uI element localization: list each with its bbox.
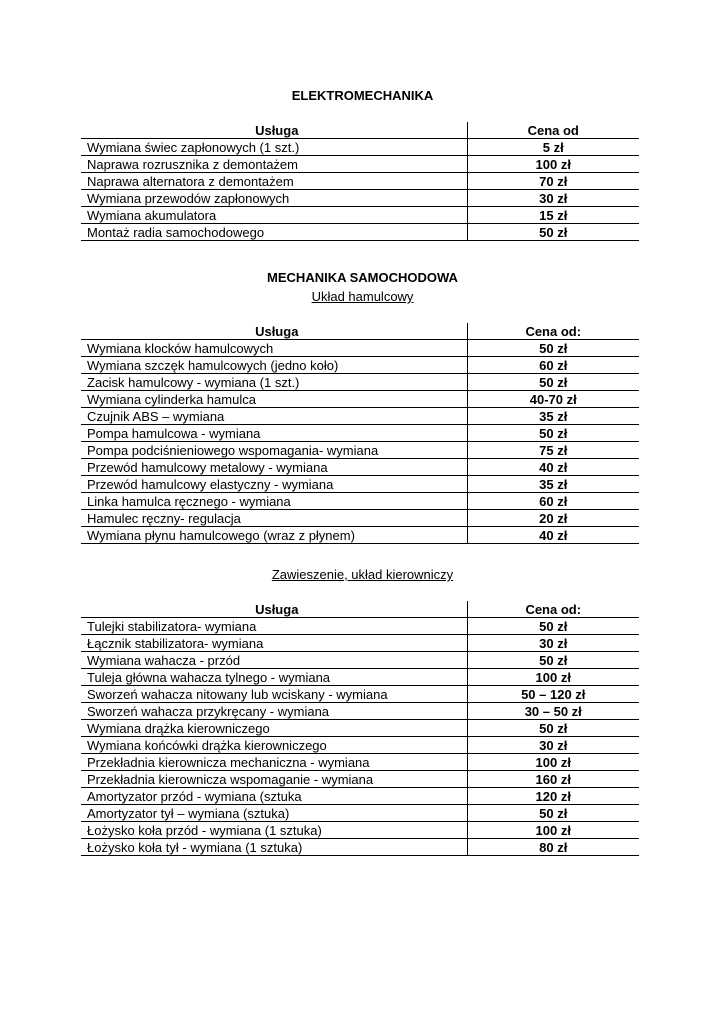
section-title-elektromechanika: ELEKTROMECHANIKA — [291, 88, 434, 103]
service-price: 160 zł — [467, 771, 639, 788]
price-table-zawieszenie — [81, 601, 639, 856]
service-name: Przewód hamulcowy elastyczny - wymiana — [81, 476, 467, 493]
table-row — [81, 374, 639, 391]
column-header-service: Usługa — [81, 323, 467, 340]
table-row — [81, 669, 639, 686]
section-title-mechanika-samochodowa: MECHANIKA SAMOCHODOWA — [267, 270, 458, 285]
service-name: Łącznik stabilizatora- wymiana — [81, 635, 467, 652]
service-name: Hamulec ręczny- regulacja — [81, 510, 467, 527]
table-row — [81, 771, 639, 788]
column-header-service: Usługa — [81, 122, 467, 139]
service-name: Przekładnia kierownicza mechaniczna - wymiana — [81, 754, 467, 771]
service-price: 40-70 zł — [467, 391, 639, 408]
table-row — [81, 139, 639, 156]
service-name: Zacisk hamulcowy - wymiana (1 szt.) — [81, 374, 467, 391]
column-header-price: Cena od — [467, 122, 639, 139]
service-price: 50 zł — [467, 374, 639, 391]
service-price: 40 zł — [467, 527, 639, 544]
service-price: 50 zł — [467, 340, 639, 357]
service-price: 100 zł — [467, 669, 639, 686]
table-row — [81, 391, 639, 408]
table-row — [81, 173, 639, 190]
subsection-title-uklad-hamulcowy: Układ hamulcowy — [311, 289, 414, 304]
service-name: Montaż radia samochodowego — [81, 224, 467, 241]
service-name: Wymiana drążka kierowniczego — [81, 720, 467, 737]
table-row — [81, 737, 639, 754]
service-price: 120 zł — [467, 788, 639, 805]
service-name: Wymiana świec zapłonowych (1 szt.) — [81, 139, 467, 156]
column-header-service: Usługa — [81, 601, 467, 618]
table-header-row — [81, 601, 639, 618]
service-name: Wymiana końcówki drążka kierowniczego — [81, 737, 467, 754]
table-header-row — [81, 122, 639, 139]
table-row — [81, 618, 639, 635]
table-row — [81, 652, 639, 669]
service-name: Wymiana przewodów zapłonowych — [81, 190, 467, 207]
service-price: 60 zł — [467, 357, 639, 374]
table-row — [81, 720, 639, 737]
column-header-price: Cena od: — [467, 323, 639, 340]
table-row — [81, 510, 639, 527]
table-row — [81, 805, 639, 822]
service-price: 35 zł — [467, 408, 639, 425]
price-table-uklad-hamulcowy — [81, 323, 639, 544]
table-row — [81, 425, 639, 442]
service-name: Pompa podciśnieniowego wspomagania- wymiana — [81, 442, 467, 459]
service-price: 50 zł — [467, 652, 639, 669]
service-price: 50 zł — [467, 425, 639, 442]
service-name: Przekładnia kierownicza wspomaganie - wymiana — [81, 771, 467, 788]
service-name: Czujnik ABS – wymiana — [81, 408, 467, 425]
service-price: 30 zł — [467, 190, 639, 207]
column-header-price: Cena od: — [467, 601, 639, 618]
price-table-elektromechanika — [81, 122, 639, 241]
service-price: 40 zł — [467, 459, 639, 476]
service-price: 80 zł — [467, 839, 639, 856]
service-name: Wymiana płynu hamulcowego (wraz z płynem) — [81, 527, 467, 544]
service-name: Łożysko koła tył - wymiana (1 sztuka) — [81, 839, 467, 856]
service-name: Linka hamulca ręcznego - wymiana — [81, 493, 467, 510]
table-row — [81, 156, 639, 173]
table-row — [81, 340, 639, 357]
service-name: Amortyzator tył – wymiana (sztuka) — [81, 805, 467, 822]
service-price: 75 zł — [467, 442, 639, 459]
service-price: 50 zł — [467, 224, 639, 241]
service-name: Wymiana klocków hamulcowych — [81, 340, 467, 357]
table-row — [81, 635, 639, 652]
service-price: 30 – 50 zł — [467, 703, 639, 720]
service-price: 20 zł — [467, 510, 639, 527]
service-name: Wymiana akumulatora — [81, 207, 467, 224]
service-price: 35 zł — [467, 476, 639, 493]
table-row — [81, 839, 639, 856]
table-row — [81, 408, 639, 425]
service-name: Naprawa rozrusznika z demontażem — [81, 156, 467, 173]
service-price: 30 zł — [467, 635, 639, 652]
table-row — [81, 493, 639, 510]
service-name: Łożysko koła przód - wymiana (1 sztuka) — [81, 822, 467, 839]
service-name: Tulejki stabilizatora- wymiana — [81, 618, 467, 635]
service-price: 100 zł — [467, 754, 639, 771]
table-row — [81, 459, 639, 476]
table-row — [81, 527, 639, 544]
table-row — [81, 442, 639, 459]
service-price: 30 zł — [467, 737, 639, 754]
table-row — [81, 357, 639, 374]
service-name: Amortyzator przód - wymiana (sztuka — [81, 788, 467, 805]
service-name: Wymiana cylinderka hamulca — [81, 391, 467, 408]
service-price: 50 – 120 zł — [467, 686, 639, 703]
service-price: 5 zł — [467, 139, 639, 156]
service-price: 60 zł — [467, 493, 639, 510]
service-name: Przewód hamulcowy metalowy - wymiana — [81, 459, 467, 476]
service-name: Tuleja główna wahacza tylnego - wymiana — [81, 669, 467, 686]
service-name: Pompa hamulcowa - wymiana — [81, 425, 467, 442]
service-price: 70 zł — [467, 173, 639, 190]
service-price: 50 zł — [467, 720, 639, 737]
service-name: Sworzeń wahacza nitowany lub wciskany - wymiana — [81, 686, 467, 703]
table-row — [81, 703, 639, 720]
table-row — [81, 788, 639, 805]
service-price: 50 zł — [467, 618, 639, 635]
table-row — [81, 224, 639, 241]
table-row — [81, 207, 639, 224]
service-name: Sworzeń wahacza przykręcany - wymiana — [81, 703, 467, 720]
subsection-title-zawieszenie: Zawieszenie, układ kierowniczy — [271, 567, 454, 582]
service-price: 100 zł — [467, 822, 639, 839]
service-price: 100 zł — [467, 156, 639, 173]
service-name: Wymiana wahacza - przód — [81, 652, 467, 669]
table-row — [81, 822, 639, 839]
table-header-row — [81, 323, 639, 340]
table-row — [81, 476, 639, 493]
table-row — [81, 190, 639, 207]
service-price: 15 zł — [467, 207, 639, 224]
service-name: Naprawa alternatora z demontażem — [81, 173, 467, 190]
service-price: 50 zł — [467, 805, 639, 822]
table-row — [81, 754, 639, 771]
table-row — [81, 686, 639, 703]
service-name: Wymiana szczęk hamulcowych (jedno koło) — [81, 357, 467, 374]
